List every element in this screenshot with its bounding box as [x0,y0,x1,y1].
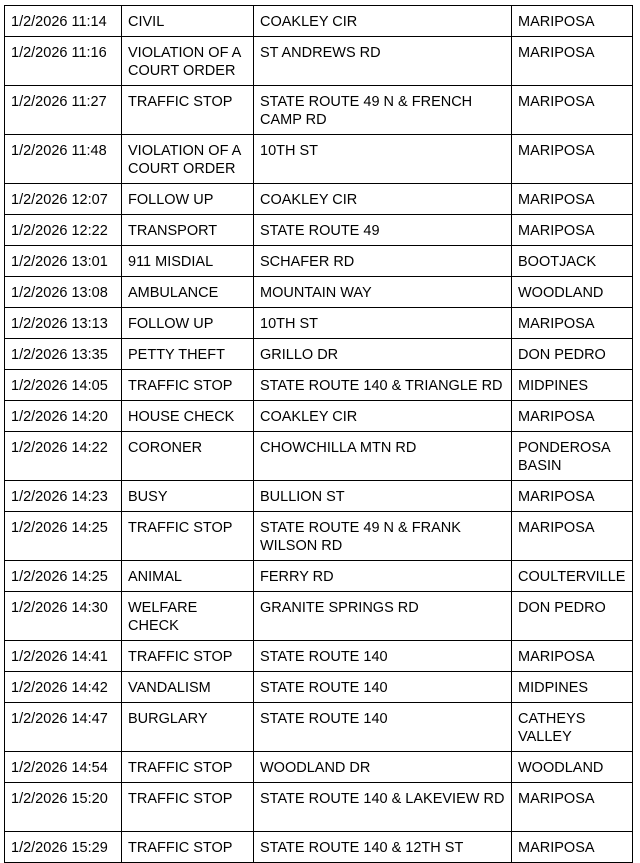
location-cell: SCHAFER RD [254,246,512,277]
location-cell: STATE ROUTE 140 & LAKEVIEW RD [254,783,512,832]
type-cell: VANDALISM [122,672,254,703]
datetime-cell: 1/2/2026 13:01 [5,246,122,277]
city-cell: BOOTJACK [512,246,633,277]
location-cell: COAKLEY CIR [254,401,512,432]
location-cell: STATE ROUTE 49 [254,215,512,246]
location-cell: STATE ROUTE 49 N & FRENCH CAMP RD [254,86,512,135]
city-cell: MARIPOSA [512,308,633,339]
datetime-cell: 1/2/2026 11:27 [5,86,122,135]
datetime-cell: 1/2/2026 14:30 [5,592,122,641]
location-cell: BULLION ST [254,481,512,512]
datetime-cell: 1/2/2026 14:47 [5,703,122,752]
call-log-table [4,5,633,863]
city-cell: DON PEDRO [512,339,633,370]
table-row [5,401,633,432]
datetime-cell: 1/2/2026 12:07 [5,184,122,215]
datetime-cell: 1/2/2026 14:05 [5,370,122,401]
city-cell: MIDPINES [512,370,633,401]
city-cell: MARIPOSA [512,512,633,561]
datetime-cell: 1/2/2026 15:20 [5,783,122,832]
datetime-cell: 1/2/2026 13:13 [5,308,122,339]
datetime-cell: 1/2/2026 14:20 [5,401,122,432]
location-cell: MOUNTAIN WAY [254,277,512,308]
type-cell: TRAFFIC STOP [122,783,254,832]
location-cell: STATE ROUTE 140 [254,672,512,703]
table-row [5,215,633,246]
table-row [5,432,633,481]
city-cell: MARIPOSA [512,37,633,86]
table-row [5,184,633,215]
type-cell: TRAFFIC STOP [122,752,254,783]
city-cell: MARIPOSA [512,86,633,135]
datetime-cell: 1/2/2026 14:25 [5,561,122,592]
city-cell: CATHEYS VALLEY [512,703,633,752]
location-cell: STATE ROUTE 140 [254,703,512,752]
location-cell: STATE ROUTE 140 & 12TH ST [254,832,512,863]
city-cell: PONDEROSA BASIN [512,432,633,481]
table-row [5,6,633,37]
type-cell: VIOLATION OF A COURT ORDER [122,37,254,86]
table-row [5,832,633,863]
table-row [5,370,633,401]
table-row [5,277,633,308]
location-cell: STATE ROUTE 140 [254,641,512,672]
datetime-cell: 1/2/2026 11:16 [5,37,122,86]
city-cell: MARIPOSA [512,184,633,215]
type-cell: AMBULANCE [122,277,254,308]
table-row [5,512,633,561]
city-cell: MARIPOSA [512,135,633,184]
type-cell: CORONER [122,432,254,481]
datetime-cell: 1/2/2026 15:29 [5,832,122,863]
location-cell: STATE ROUTE 49 N & FRANK WILSON RD [254,512,512,561]
type-cell: TRAFFIC STOP [122,86,254,135]
datetime-cell: 1/2/2026 11:14 [5,6,122,37]
table-row [5,481,633,512]
table-row [5,339,633,370]
datetime-cell: 1/2/2026 13:35 [5,339,122,370]
city-cell: MARIPOSA [512,6,633,37]
type-cell: HOUSE CHECK [122,401,254,432]
type-cell: ANIMAL [122,561,254,592]
datetime-cell: 1/2/2026 13:08 [5,277,122,308]
location-cell: WOODLAND DR [254,752,512,783]
datetime-cell: 1/2/2026 12:22 [5,215,122,246]
table-row [5,592,633,641]
type-cell: 911 MISDIAL [122,246,254,277]
table-row [5,752,633,783]
location-cell: COAKLEY CIR [254,184,512,215]
city-cell: MARIPOSA [512,832,633,863]
type-cell: BUSY [122,481,254,512]
city-cell: MARIPOSA [512,215,633,246]
location-cell: FERRY RD [254,561,512,592]
city-cell: MARIPOSA [512,783,633,832]
location-cell: STATE ROUTE 140 & TRIANGLE RD [254,370,512,401]
table-row [5,308,633,339]
datetime-cell: 1/2/2026 14:22 [5,432,122,481]
table-row [5,561,633,592]
table-row [5,246,633,277]
table-row [5,135,633,184]
location-cell: CHOWCHILLA MTN RD [254,432,512,481]
city-cell: MARIPOSA [512,641,633,672]
type-cell: BURGLARY [122,703,254,752]
location-cell: GRILLO DR [254,339,512,370]
type-cell: PETTY THEFT [122,339,254,370]
type-cell: WELFARE CHECK [122,592,254,641]
location-cell: 10TH ST [254,135,512,184]
type-cell: VIOLATION OF A COURT ORDER [122,135,254,184]
location-cell: 10TH ST [254,308,512,339]
table-row [5,86,633,135]
city-cell: MIDPINES [512,672,633,703]
city-cell: MARIPOSA [512,401,633,432]
type-cell: TRAFFIC STOP [122,370,254,401]
table-row [5,672,633,703]
datetime-cell: 1/2/2026 14:25 [5,512,122,561]
datetime-cell: 1/2/2026 11:48 [5,135,122,184]
type-cell: FOLLOW UP [122,184,254,215]
location-cell: ST ANDREWS RD [254,37,512,86]
type-cell: FOLLOW UP [122,308,254,339]
type-cell: TRAFFIC STOP [122,832,254,863]
call-log-body [5,6,633,863]
city-cell: DON PEDRO [512,592,633,641]
location-cell: GRANITE SPRINGS RD [254,592,512,641]
city-cell: WOODLAND [512,752,633,783]
location-cell: COAKLEY CIR [254,6,512,37]
type-cell: TRAFFIC STOP [122,641,254,672]
datetime-cell: 1/2/2026 14:42 [5,672,122,703]
city-cell: COULTERVILLE [512,561,633,592]
table-row [5,783,633,832]
table-row [5,37,633,86]
table-row [5,703,633,752]
datetime-cell: 1/2/2026 14:23 [5,481,122,512]
datetime-cell: 1/2/2026 14:41 [5,641,122,672]
type-cell: TRANSPORT [122,215,254,246]
type-cell: CIVIL [122,6,254,37]
datetime-cell: 1/2/2026 14:54 [5,752,122,783]
city-cell: MARIPOSA [512,481,633,512]
city-cell: WOODLAND [512,277,633,308]
type-cell: TRAFFIC STOP [122,512,254,561]
table-row [5,641,633,672]
